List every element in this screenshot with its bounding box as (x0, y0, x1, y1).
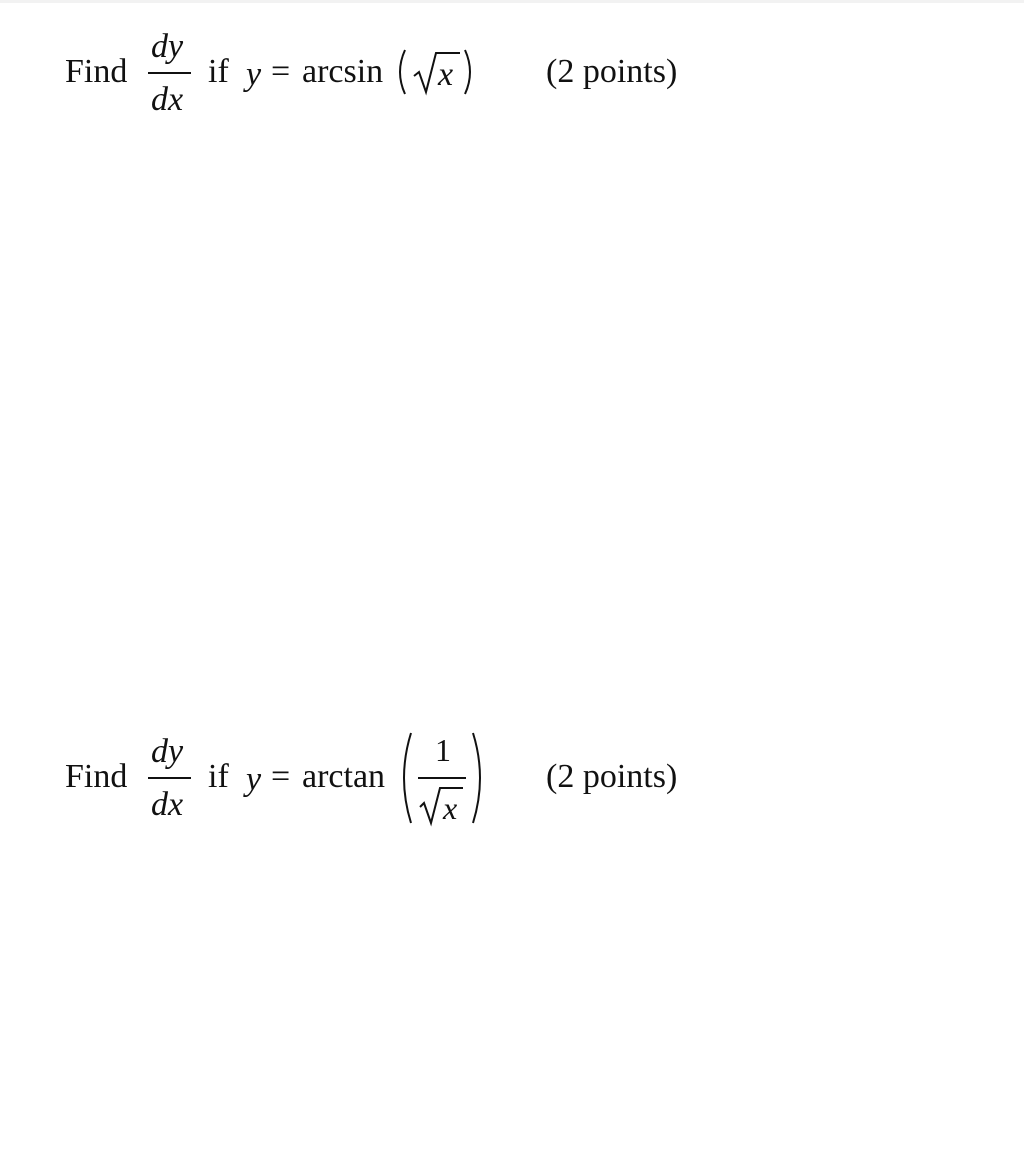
if-label: if (208, 758, 229, 795)
problem-1 (0, 20, 1024, 120)
argument-numerator: 1 (435, 732, 451, 768)
right-paren (470, 731, 488, 825)
argument-fraction-bar (418, 777, 466, 779)
derivative-fraction-bar (148, 777, 191, 779)
top-divider (0, 0, 1024, 3)
derivative-fraction-bar (148, 72, 191, 74)
derivative-numerator: dy (151, 28, 184, 65)
function-name: arcsin (302, 53, 384, 90)
left-paren (394, 48, 408, 96)
points-label: (2 points) (546, 758, 678, 795)
sqrt-argument: x (443, 790, 458, 826)
derivative-denominator: dx (151, 81, 184, 118)
sqrt-sign (412, 50, 462, 94)
right-paren (462, 48, 476, 96)
sqrt-sign (418, 785, 466, 825)
points-label: (2 points) (546, 53, 678, 90)
problem-2 (0, 725, 1024, 825)
find-label: Find (65, 758, 128, 795)
find-label: Find (65, 53, 128, 90)
if-label: if (208, 53, 229, 90)
sqrt-argument: x (438, 56, 454, 93)
derivative-denominator: dx (151, 786, 184, 823)
derivative-numerator: dy (151, 733, 184, 770)
left-paren (396, 731, 414, 825)
function-name: arctan (302, 758, 386, 795)
equals-sign: = (271, 758, 291, 795)
y-variable: y (246, 761, 262, 798)
y-variable: y (246, 56, 262, 93)
equals-sign: = (271, 53, 291, 90)
